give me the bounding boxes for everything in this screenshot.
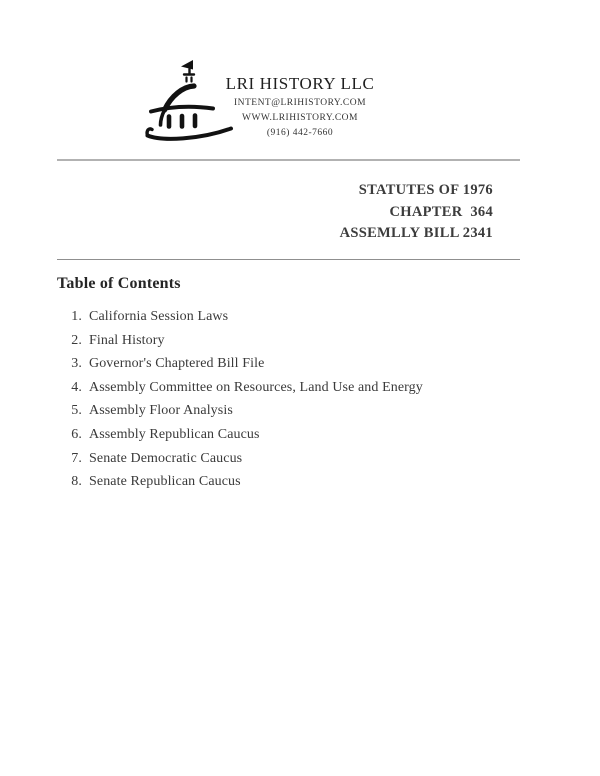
toc-item [57, 352, 517, 376]
toc-item-text: Assembly Floor Analysis [89, 403, 233, 419]
bill-block-divider [57, 259, 520, 260]
toc-item [57, 305, 517, 329]
toc-item-number: 4. [71, 379, 82, 395]
toc-item-text: Assembly Republican Caucus [89, 426, 260, 442]
toc-item [57, 376, 517, 400]
toc-item [57, 423, 517, 447]
toc-item-number: 8. [71, 474, 82, 490]
toc-item-text: Governor's Chaptered Bill File [89, 356, 265, 372]
company-phone: (916) 442-7660 [266, 127, 334, 138]
toc-list [57, 305, 517, 494]
toc-item-number: 1. [71, 309, 82, 324]
chapter-line: CHAPTER 364 [389, 203, 493, 220]
toc-item-text: Senate Democratic Caucus [89, 450, 243, 466]
toc-item [57, 447, 517, 471]
toc-item-number: 2. [71, 332, 82, 348]
toc-heading: Table of Contents [57, 275, 181, 292]
toc-item-number: 6. [71, 426, 82, 442]
company-website: WWW.LRIHISTORY.COM [242, 112, 358, 123]
toc-item-text: Final History [89, 332, 165, 348]
toc-item [57, 329, 517, 353]
letterhead [0, 0, 600, 150]
toc-item [57, 470, 517, 494]
assembly-bill-line: ASSEMLLY BILL 2341 [339, 225, 493, 241]
statutes-line: STATUTES OF 1976 [358, 182, 493, 198]
letterhead-divider [57, 159, 520, 161]
toc-item-number: 3. [71, 356, 82, 372]
toc-item-text: Assembly Committee on Resources, Land Use and Energy [89, 379, 423, 395]
toc-item [57, 399, 517, 423]
toc-item-text: Senate Republican Caucus [89, 474, 241, 490]
company-name: LRI HISTORY LLC [225, 74, 375, 93]
letterhead-text [0, 73, 600, 140]
toc-item-number: 7. [71, 450, 82, 466]
toc-item-text: California Session Laws [89, 309, 229, 324]
bill-reference-block [57, 180, 493, 245]
company-email: INTENT@LRIHISTORY.COM [233, 98, 367, 108]
toc-item-number: 5. [71, 403, 82, 419]
